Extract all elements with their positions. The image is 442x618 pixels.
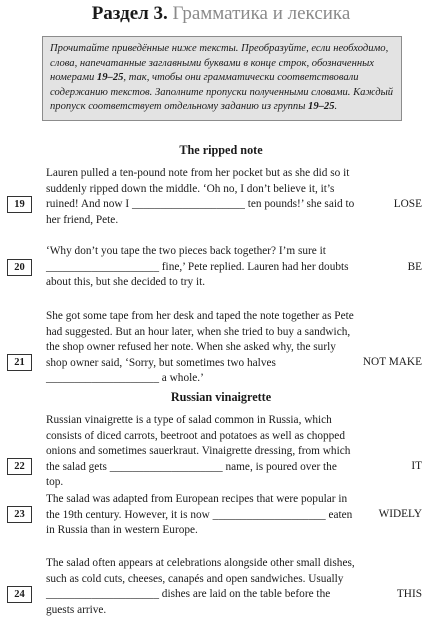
task-text-before: Lauren pulled a ten-pound note from her pocket but as she did so it suddenly ripped down the middle. ‘Oh no, I don’t believe it, it’s ruined! And now I — [46, 167, 350, 211]
task-keyword: LOSE — [393, 198, 422, 210]
task-text-after: name, is poured over the top. — [46, 460, 337, 489]
task-number: 24 — [7, 586, 32, 603]
task-text-after: dishes are laid on the table before the guests arrive. — [46, 588, 331, 616]
task-keyword: BE — [407, 261, 422, 273]
instruction-text-2: , так, чтобы они грамматически соответствовали содержанию текстов. Заполните пропуски полученными словами. Каждый пропуск соответствует отдельному заданию из группы — [50, 72, 394, 112]
text-title-russian-vinaigrette: Russian vinaigrette — [170, 390, 272, 404]
answer-blank: ____________________ — [46, 260, 159, 273]
answer-blank: ____________________ — [109, 460, 223, 473]
task-text — [46, 556, 356, 618]
task-text-after: fine,’ Pete replied. Lauren had her doubts about this, but she decided to try it. — [46, 260, 349, 289]
task-keyword: WIDELY — [378, 508, 422, 520]
answer-blank: ____________________ — [46, 588, 159, 601]
task-number: 21 — [7, 354, 32, 371]
answer-blank: ____________________ — [46, 372, 159, 385]
task-text-after: ten pounds!’ she said to her friend, Pete. — [46, 198, 355, 226]
task-number: 22 — [7, 458, 32, 475]
task-text-before: She got some tape from her desk and taped the note together as Pete had suggested. But an hour later, when she tried to buy a sandwich, the shop owner refused her note. When she asked why, the surly shop owner said, ‘Sorry, but sometimes two halves — [46, 310, 354, 369]
task-text — [46, 413, 356, 491]
instruction-box — [42, 36, 402, 121]
task-keyword: THIS — [396, 588, 422, 600]
task-text — [46, 166, 356, 228]
instruction-range-1: 19–25 — [96, 72, 124, 83]
task-text-after: a whole.’ — [158, 372, 204, 385]
instruction-text-3: . — [334, 101, 338, 112]
answer-blank: ____________________ — [131, 198, 245, 211]
task-text-before: ‘Why don’t you tape the two pieces back together? I’m sure it — [46, 245, 326, 257]
task-text — [46, 244, 356, 291]
section-subtitle: Грамматика и лексика — [172, 3, 351, 24]
task-text-after: eaten in Russia than in western Europe. — [46, 508, 353, 537]
task-text-before: Russian vinaigrette is a type of salad common in Russia, which consists of diced carrots, beetroot and potatoes as well as chopped onions and sometimes sauerkraut. Vinaigrette dressing, from which the salad gets — [46, 414, 351, 473]
section-number: Раздел 3. — [91, 3, 168, 24]
task-text-before: The salad often appears at celebrations alongside other small dishes, such as cold cuts, cheeses, canapés and open sandwiches. Usually — [46, 557, 355, 585]
instruction-range-2: 19–25 — [308, 101, 335, 112]
task-number: 20 — [7, 259, 32, 276]
task-keyword: IT — [411, 460, 422, 472]
task-text — [46, 309, 356, 387]
task-text — [46, 492, 356, 539]
answer-blank: ____________________ — [212, 508, 326, 521]
task-number: 19 — [7, 196, 32, 213]
instruction-text-1: Прочитайте приведённые ниже тексты. Преобразуйте, если необходимо, слова, напечатанные заглавными буквами в конце строк, обозначенных номерами — [50, 43, 389, 83]
text-title-ripped-note: The ripped note — [179, 143, 263, 157]
section-header — [0, 0, 442, 30]
task-text-before: The salad was adapted from European recipes that were popular in the 19th century. However, it is now — [46, 493, 348, 521]
task-number: 23 — [7, 506, 32, 523]
task-keyword: NOT MAKE — [362, 356, 422, 368]
